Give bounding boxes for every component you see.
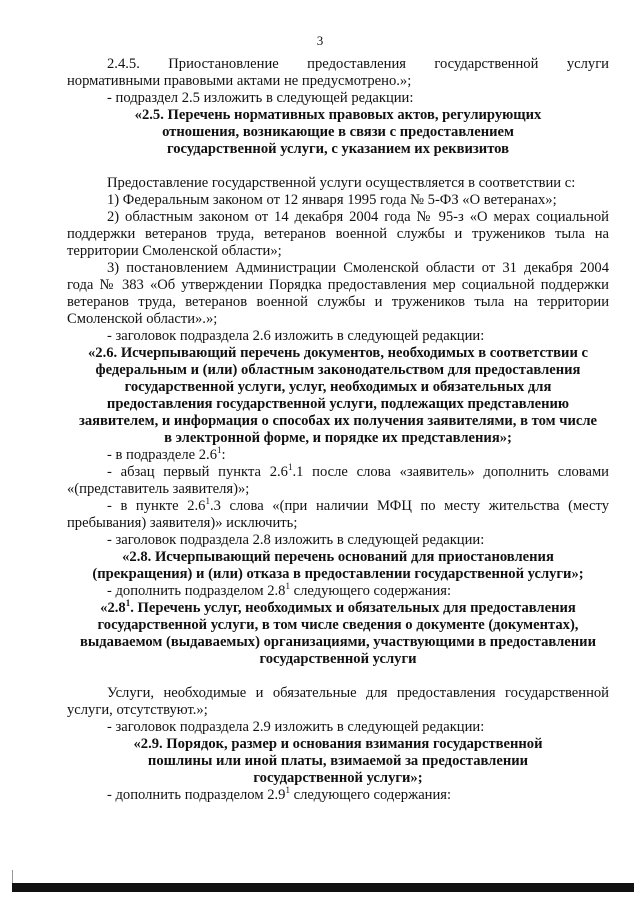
instruction-heading-2-8: - заголовок подраздела 2.8 изложить в следующей редакции: [107,532,485,548]
instruction-add-2-9-1: - дополнить подразделом $2.9^1$ следующего содержания: [107,785,452,803]
document-body [67,56,609,804]
paragraph-federal-law: 1) Федеральным законом от 12 января 1995 года № 5-ФЗ «О ветеранах»; [107,192,557,208]
heading-2-8-1: «$2.8^1$. Перечень услуг, необходимых и обязательных для предоставления государственной услуги, в том числе сведения о документе (документах), выдаваемом (выдаваемых) организациями, участвующими в предоставлении государственной услуги [80,598,596,667]
paragraph-regional-law: 2) областным законом от 14 декабря 2004 года № 95-з «О мерах социальной поддержки ветеранов труда, ветеранов военной службы и тружеников тыла на территории Смоленской области»; [67,209,609,259]
paragraph-2-4-5-line2: нормативными правовыми актами не предусмотрено.»; [67,73,412,89]
paragraph-administration-resolution: 3) постановлением Администрации Смоленской области от 31 декабря 2004 года № 383 «Об утверждении Порядка предоставления мер социальной поддержки ветеранов труда, ветеранов военной службы и тружеников тыла на территории Смоленской области».»; [67,260,609,327]
instruction-subsection-2-5: - подраздел 2.5 изложить в следующей редакции: [107,90,414,106]
scan-bottom-border [12,883,634,892]
paragraph-no-required-services: Услуги, необходимые и обязательные для предоставления государственной услуги, отсутствуют.»; [67,685,609,718]
heading-2-9: «2.9. Порядок, размер и основания взимания государственной пошлины или иной платы, взимаемой за предоставлении государственной услуги»; [133,736,543,786]
instruction-subsection-2-6-1: - в подразделе $2.6^1$: [107,445,226,463]
instruction-paragraph-2-6-1-3: - в пункте $2.6^1.3$ слова «(при наличии МФЦ по месту жительства (месту пребывания) заявителя)» исключить; [67,496,609,531]
page-number: 3 [316,33,324,48]
paragraph-2-4-5-line1: 2.4.5. Приостановление предоставления государственной услуги [107,56,609,72]
instruction-add-2-8-1: - дополнить подразделом $2.8^1$ следующего содержания: [107,581,452,599]
scan-edge-line [12,870,13,884]
paragraph-provision-basis: Предоставление государственной услуги осуществляется в соответствии с: [107,175,576,191]
instruction-heading-2-6: - заголовок подраздела 2.6 изложить в следующей редакции: [107,328,485,344]
heading-2-8: «2.8. Исчерпывающий перечень оснований для приостановления (прекращения) и (или) отказа в предоставлении государственной услуги»; [92,549,584,582]
heading-2-6: «2.6. Исчерпывающий перечень документов, необходимых в соответствии с федеральным и (или) областным законодательством для предоставления государственной услуги, услуг, необходимых и обязательных для предоставления государственной услуги, подлежащих представлению заявителем, и информация о способах их получения заявителями, в том числе в электронной форме, и порядке их представления»; [78,345,598,446]
instruction-paragraph-2-6-1-1: - абзац первый пункта $2.6^1.1$ после слова «заявитель» дополнить словами «(представитель заявителя)»; [67,462,609,497]
heading-2-5: «2.5. Перечень нормативных правовых актов, регулирующих отношения, возникающие в связи с предоставлением государственной услуги, с указанием их реквизитов [134,107,542,157]
instruction-heading-2-9: - заголовок подраздела 2.9 изложить в следующей редакции: [107,719,485,735]
